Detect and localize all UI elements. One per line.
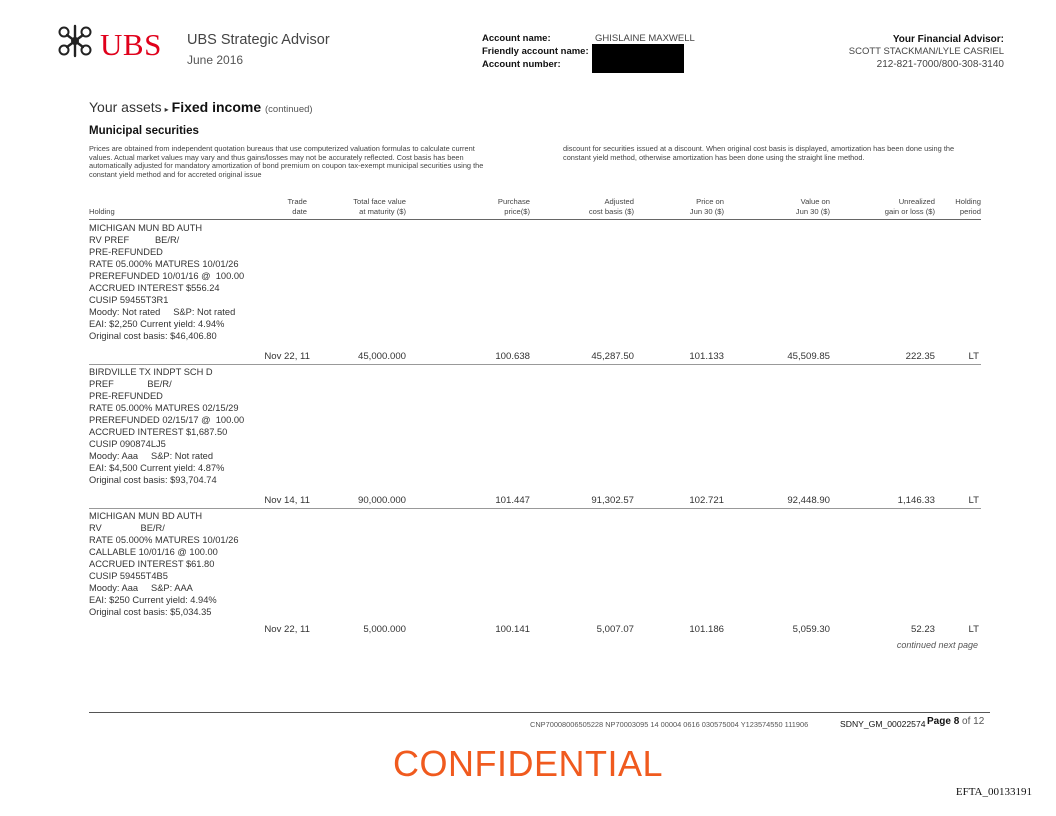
table-row-1-holding [89, 222, 244, 342]
confidential-stamp: CONFIDENTIAL [392, 743, 664, 784]
row-2-price-on: 102.721 [689, 495, 724, 506]
efta-number: EFTA_00133191 [955, 786, 1032, 798]
row-2-line-4: RATE 05.000% MATURES 02/15/29 [89, 403, 239, 413]
footer-rule [89, 712, 990, 713]
row-2-line-5: PREREFUNDED 02/15/17 @ 100.00 [89, 415, 245, 425]
chevron-right-icon: ▸ [164, 105, 169, 114]
row-1-adjusted-cost: 45,287.50 [591, 351, 634, 362]
friendly-account-name-label: Friendly account name: [482, 46, 589, 57]
row-2-trade-date: Nov 14, 11 [264, 495, 310, 506]
section-continued: (continued) [265, 104, 313, 115]
disclaimer-column-2: discount for securities issued at a discount. When original cost basis is displayed, amortization has been done using the constant yield method, otherwise amortization has been done using the straight line method. [563, 144, 955, 162]
row-1-price-on: 101.133 [689, 351, 724, 362]
row-1-line-10: Original cost basis: $46,406.80 [89, 331, 217, 341]
footer-code: CNP70008006505228 NP70003095 14 00004 0616 030575004 Y123574550 111906 [530, 720, 809, 729]
account-number-label: Account number: [482, 59, 561, 70]
row-1-face-value: 45,000.000 [357, 351, 406, 362]
row-2-face-value: 90,000.000 [357, 495, 406, 506]
col-header-holding: Holding [89, 207, 115, 216]
col-header-unrealized-l1: Unrealized [898, 197, 935, 206]
col-header-value-on-l2: Jun 30 ($) [795, 206, 830, 216]
row-1-holding-period: LT [968, 351, 979, 362]
col-header-adjusted-cost-l2: cost basis ($) [588, 206, 634, 216]
ubs-logo-text: UBS [100, 27, 162, 62]
account-name-value: GHISLAINE MAXWELL [595, 33, 695, 44]
product-name: UBS Strategic Advisor [187, 32, 330, 48]
col-header-trade-date [250, 197, 307, 216]
row-3-line-9: Original cost basis: $5,034.35 [89, 607, 212, 617]
ubs-keys-icon [55, 24, 95, 58]
row-2-line-10: Original cost basis: $93,704.74 [89, 475, 217, 485]
col-header-holding-period [942, 197, 981, 216]
table-row-2-holding [89, 366, 244, 486]
row-3-line-7: Moody: Aaa S&P: AAA [89, 583, 193, 593]
advisor-title: Your Financial Advisor: [892, 34, 1004, 45]
row-2-line-9: EAI: $4,500 Current yield: 4.87% [89, 463, 225, 473]
row-3-line-4: CALLABLE 10/01/16 @ 100.00 [89, 547, 218, 557]
redaction-box [592, 44, 684, 73]
col-header-face-value-l1: Total face value [353, 197, 406, 206]
col-header-price-on-l1: Price on [696, 197, 724, 206]
row-2-rule [89, 508, 981, 509]
row-1-line-5: PREREFUNDED 10/01/16 @ 100.00 [89, 271, 245, 281]
section-subtitle: Fixed income [171, 99, 262, 115]
advisor-name: SCOTT STACKMAN/LYLE CASRIEL [848, 46, 1004, 57]
section-title [89, 99, 313, 115]
row-1-line-7: CUSIP 59455T3R1 [89, 295, 169, 305]
row-3-line-2: RV BE/R/ [89, 523, 165, 533]
row-1-rule [89, 364, 981, 365]
row-1-line-8: Moody: Not rated S&P: Not rated [89, 307, 236, 317]
row-2-purchase-price: 101.447 [495, 495, 530, 506]
col-header-price-on-l2: Jun 30 ($) [689, 206, 724, 216]
row-1-line-6: ACCRUED INTEREST $556.24 [89, 283, 220, 293]
row-1-value-on: 45,509.85 [787, 351, 830, 362]
row-1-line-1: MICHIGAN MUN BD AUTH [89, 223, 203, 233]
row-3-line-8: EAI: $250 Current yield: 4.94% [89, 595, 217, 605]
col-header-purchase-price [460, 197, 530, 216]
col-header-trade-date-l1: Trade [287, 197, 307, 206]
page-current: 8 [953, 716, 960, 727]
municipal-securities-heading: Municipal securities [89, 125, 199, 137]
row-2-value-on: 92,448.90 [787, 495, 830, 506]
row-3-adjusted-cost: 5,007.07 [596, 624, 634, 635]
row-3-line-5: ACCRUED INTEREST $61.80 [89, 559, 215, 569]
row-1-purchase-price: 100.638 [495, 351, 530, 362]
row-1-unrealized: 222.35 [905, 351, 935, 362]
row-2-line-7: CUSIP 090874LJ5 [89, 439, 166, 449]
row-3-line-3: RATE 05.000% MATURES 10/01/26 [89, 535, 239, 545]
row-3-price-on: 101.186 [689, 624, 724, 635]
row-3-face-value: 5,000.000 [363, 624, 406, 635]
page-total: of 12 [962, 716, 985, 727]
row-2-adjusted-cost: 91,302.57 [591, 495, 634, 506]
row-3-purchase-price: 100.141 [495, 624, 530, 635]
page-word: Page [927, 716, 951, 727]
col-header-holding-period-l2: period [959, 206, 981, 216]
row-2-line-6: ACCRUED INTEREST $1,687.50 [89, 427, 228, 437]
col-header-purchase-price-l2: price($) [504, 206, 530, 216]
account-name-label: Account name: [482, 33, 551, 44]
row-3-line-1: MICHIGAN MUN BD AUTH [89, 511, 203, 521]
col-header-adjusted-cost [560, 197, 634, 216]
row-2-line-8: Moody: Aaa S&P: Not rated [89, 451, 214, 461]
row-2-line-1: BIRDVILLE TX INDPT SCH D [89, 367, 213, 377]
row-3-value-on: 5,059.30 [792, 624, 830, 635]
col-header-value-on [764, 197, 830, 216]
table-row-3-holding [89, 510, 239, 618]
bates-number: SDNY_GM_00022574 [840, 719, 926, 729]
statement-date: June 2016 [187, 53, 244, 67]
continued-next-page: continued next page [896, 640, 978, 650]
row-1-line-3: PRE-REFUNDED [89, 247, 163, 257]
header-rule [89, 219, 981, 220]
col-header-unrealized-l2: gain or loss ($) [884, 206, 935, 216]
row-3-trade-date: Nov 22, 11 [264, 624, 310, 635]
col-header-value-on-l1: Value on [800, 197, 830, 206]
row-3-line-6: CUSIP 59455T4B5 [89, 571, 168, 581]
row-1-line-2: RV PREF BE/R/ [89, 235, 180, 245]
col-header-face-value-l2: at maturity ($) [359, 206, 406, 216]
col-header-price-on [664, 197, 724, 216]
col-header-trade-date-l2: date [292, 206, 307, 216]
row-2-unrealized: 1,146.33 [897, 495, 935, 506]
col-header-face-value [330, 197, 406, 216]
row-2-line-2: PREF BE/R/ [89, 379, 172, 389]
page-number [927, 716, 984, 727]
row-1-line-4: RATE 05.000% MATURES 10/01/26 [89, 259, 239, 269]
row-1-trade-date: Nov 22, 11 [264, 351, 310, 362]
row-2-holding-period: LT [968, 495, 979, 506]
row-1-line-9: EAI: $2,250 Current yield: 4.94% [89, 319, 225, 329]
row-2-line-3: PRE-REFUNDED [89, 391, 163, 401]
row-3-holding-period: LT [968, 624, 979, 635]
col-header-purchase-price-l1: Purchase [497, 197, 530, 206]
section-title-main: Your assets [89, 99, 162, 115]
col-header-unrealized [860, 197, 935, 216]
advisor-phone: 212-821-7000/800-308-3140 [876, 59, 1004, 70]
disclaimer-column-1: Prices are obtained from independent quotation bureaus that use computerized valuation formulas to calculate current values. Actual market values may vary and thus gains/losses may not be accurately reflected. Cost basis has been automatically adjusted for mandatory amortization of bond premium on coupon tax-exempt municipal securities using the constant yield method and for accreted original issue [89, 144, 484, 180]
col-header-adjusted-cost-l1: Adjusted [604, 197, 634, 206]
col-header-holding-period-l1: Holding [955, 197, 981, 206]
row-3-unrealized: 52.23 [910, 624, 935, 635]
